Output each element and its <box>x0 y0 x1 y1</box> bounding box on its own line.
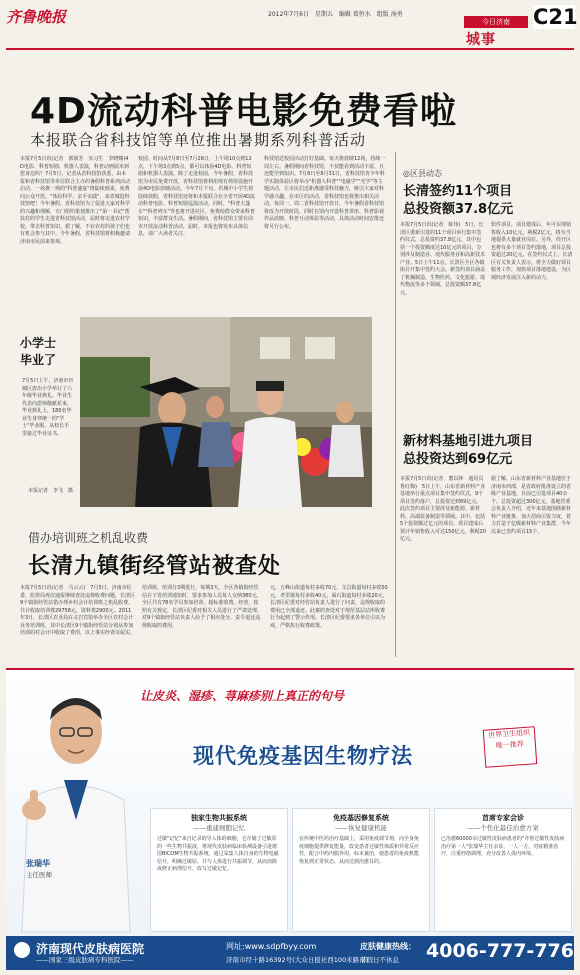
story2-kicker: 借办培训班之机乱收费 <box>28 531 149 545</box>
photo-caption: 7月5日上午，济南市历城区唐冶小学举行了六年级毕业典礼，毕业生代表向恩师敬献花束，毕业典礼上，180名毕业生身穿统一的"学士"毕业服，从校长手里接过毕业证书。 <box>22 378 74 437</box>
page-number: C21 <box>533 5 578 29</box>
hospital-logo-icon <box>14 942 30 958</box>
newspaper-logo: 齐鲁晚报 <box>6 8 67 26</box>
photo-title: 小学士 毕业了 <box>20 336 57 367</box>
masthead <box>0 0 580 52</box>
lead-body-col3: 科技馆送校园活动打好基础。每天将放映12场，持续一周左右。暑假期间省科技馆，不仅能看到活动丰富，且还能学到知识。7月8日至8月31日，省科技馆青少年科学实践体验区将举办"机器人科普""电磁学""光学"等主题活动，让市民们近距离感受科技魅力，吸引大家对科学感兴趣。在市区的活动，省科技馆也将推出相关活动。每周一、周二省科技馆开放日，今年暑假省科技馆将改为开放时段，同时在馆内开设科普讲座、科普影视作品放映、科普互动体验等活动，具体活动时间安排还将另行公布。 <box>264 156 386 230</box>
date-line: 2012年7月6日 星期五 编辑 葛恒水 组版 汤勇 <box>268 11 403 18</box>
ad-box-immune-repair <box>292 808 430 932</box>
lead-body-col2: 校园、时间从7月8日至7月26日，上午场10点到12点，下午场3点到5点，都可以体验4D电影、科普短剧和机器人表演。除了走进校园，今年暑假，省科技馆为市民免费开放，省科技馆将利用现有场馆设施开展4D电影放映活动。今年7月下旬，省城中小学生将陆续放假，省科技馆还将和本报联合在全省开展4D流动科普电影、科普短剧巡演活动，同时，"科普大篷车""科普列车"等也将开进社区，免费给群众带来科普知识，丰富群众生活。暑假期间，省科技馆主要在周末开放流动科普活动，届时，本报也将发布具体信息，请广大读者关注。 <box>138 156 256 237</box>
hotline-phone: 4006-777-776 <box>426 940 574 962</box>
hotline-days: 节假日不休息 <box>360 956 399 964</box>
ad-box2-sub: ——恢复健康机能 <box>335 824 387 832</box>
ad-box3-title: 首席专家会诊 <box>482 814 524 822</box>
photo-credit: 本报记者 李飞 摄 <box>28 488 74 494</box>
section-name: 城事 <box>466 32 496 48</box>
ad-box1-sub: ——重建细胞记忆 <box>193 824 245 832</box>
recommendation-stamp: 世界卫生组织 唯一推荐 <box>483 726 538 768</box>
story2-body-col1: 本报7月5日讯(记者 马云云) 7月5日，济南市纪委、监察局再次通报继续查处违规收费问题，长清区9个镇街经管站借办理乡村会计培训班之机乱收费，共计收取培训费29758元、资料费2900元。2011年3月，长清区农业局在灵岩宾馆举办全区农村会计业务培训班，其中长清区9个镇街经管站分别从参加培训的村会计中收取了费用，以上事实经查证属实。 <box>20 585 136 636</box>
district-headline-2: 新材料基地引进九项目 总投资达到69亿元 <box>403 434 534 467</box>
masthead-rule <box>6 48 574 50</box>
ad-box1-title: 独家生物共振系统 <box>191 814 247 822</box>
story2-headline: 长清九镇街经管站被查处 <box>28 554 282 579</box>
ad-box3-body: 已治愈60000余过敏性皮肤病患者的"齐鲁过敏性皮肤病治疗第一人"张瑞华主任亲诊，一人一方，对症精准治疗，注重经络调理，充分改善人体内环境。 <box>441 836 565 857</box>
lead-body-col1: 本报7月5日讯(记者 郭淑芳 实习生 李晓娜)4D电影、科普短剧、机器人表演，科普动画展未到您身边吗？7月5日，记者从省科技馆获悉，由本报和省科技馆等单位联合主办的暑假科普系列活动启动，一场推一场的"科普盛宴"将陆续到来，免费向公众开放。"体验科学、亲手实践"，来省城逛科技馆吧！今年暑假，省科技馆为了促进大家对科学的兴趣和理解，专门组织策划推出了"第一书记"帮扶村的学生走进省科技馆活动，届时将走进农村学校，带去科普知识。据了解，不在农村的孩子们也有机会参与其中。今年暑假，省科技馆将积极邀请济南市民前来参观。 <box>20 156 131 245</box>
district-headline-1: 长清签约11个项目 总投资额37.8亿元 <box>403 184 514 217</box>
ad-box-expert-consult <box>434 808 572 932</box>
doctor-title: 主任医师 <box>26 871 52 879</box>
graduation-photo-art <box>80 317 372 507</box>
hotline-label: 皮肤健康热线： <box>360 942 416 951</box>
doctor-name: 张瑞华 <box>26 859 50 868</box>
hospital-name: 济南现代皮肤病医院 <box>36 942 145 956</box>
hospital-address: 济南市经十路16392号(大众日报社西100米路南) <box>226 956 369 964</box>
story2-body-col2: 培训班，培训分3期进行，每期3天，全区各镇街经管站在下发培训通知时，要求参加人员每人交纳380元。全区共有78名学员参加培训，超标准收费。经查，按照有关规定，长清区纪委对相关人员进行了严肃处理，对9个镇街经管站负责人给予了相应处分，责令退还违规收取的费用。 <box>142 585 263 629</box>
section-label: 今日济南 <box>464 16 528 28</box>
district-body-2b: 据了解，山东省新材料产业基地位于济南市西部，是省政府批准设立的省级产业基地，目前已引进项目40余个，总投资超过300亿元。基地管委会负责人介绍，近年来基地围绕新材料产业链条，加大招商引资力度，着力打造千亿级新材料产业集群，今年以来已签约项目15个。 <box>491 476 572 535</box>
ad-title: 现代免疫基因生物疗法 <box>193 743 413 768</box>
ad-box3-sub: ——个性化最佳治愈方案 <box>467 824 539 832</box>
graduation-photo <box>80 317 372 507</box>
ad-box2-body: 在传统中医药治疗基础上，采用免疫调节剂，向全身免疫细胞提供修复能量，改变患者过敏性体质和异常反应性，配合中药内服外用，标本兼治，使患者的免疫机能恢复到正常状态，从而达到治愈目的。 <box>299 836 420 865</box>
doctor-portrait <box>14 680 136 932</box>
column-divider <box>395 152 396 657</box>
doctor-portrait-art <box>14 680 136 932</box>
lead-headline: 4D流动科普电影免费看啦 <box>30 91 457 132</box>
district-body-1a: 本报7月5日讯(记者 陈伟) 5日，长清区委新引进的11个项目举行集中签约仪式，总投资约37.8亿元，其中包括一个投资额度达10亿元的项目，分别涉及制造业、现代服务业和高新技术产业。5日上午11点，长清区全区各镇街召开集中签约大会，新签约项目涵盖了机械制造、生物医药、文化旅游、现代物流等多个领域，总投资额37.8亿元。 <box>400 222 486 296</box>
ad-box-bioresonance <box>150 808 288 932</box>
ad-box2-title: 免疫基因修复系统 <box>333 814 389 822</box>
hospital-grade: ——国家三级皮肤病专科医院—— <box>36 956 134 964</box>
ad-box1-body: 过敏"记忆"来自记录的导入体的细胞，它存储了过敏原的一些生物共振波，将现代皮肤病临床检测设备引进德国BICOM生物共振系统，通过采集人体自身的生物电磁信号，明确过敏原，并与人体进行共振调节，从而消除或修正病理信号，改写过敏记忆。 <box>157 836 279 872</box>
story2-body-col3: 元，五峰山街道每村多收70元，文昌街道每村多收50元，孝里镇每村多收40元，面石街道每村多收20元。长清区纪委对经管站负责人进行了问责，违规收取的费用已全部退还。此案的查处对于规范基层站所收费行为起到了警示作用，长清区纪委要求各单位引以为戒，严格执行收费政策。 <box>270 585 388 629</box>
district-body-2a: 本报7月5日讯(记者 董以林 通讯员 鲁红梅) 5日上午，山东省新材料产业基地举行重点项目集中签约仪式，9个项目签约落户，总投资达到69亿元。此次签约项目主要涉及新能源、新材料、高端装备制造等领域。其中，包括5个投资额过亿元的项目，项目建成后预计年销售收入可达150亿元，利税20亿元。 <box>400 476 489 542</box>
district-body-1b: 软件项目，项目建成后，年可实现销售收入10亿元，利税2亿元，将为当地提供大量就业岗位。另外，经开区也将有多个项目签约落地，项目总投资超过20亿元。在签约仪式上，长清区有关负责人表示，将全力做好项目服务工作，加快项目落地建设，为区域经济发展注入新的动力。 <box>491 222 573 281</box>
district-tag: ◎区县动态 <box>403 169 442 178</box>
lead-subhead: 本报联合省科技馆等单位推出暑期系列科普活动 <box>30 131 367 149</box>
hospital-url: 网址:www.sdpfbyy.com <box>226 942 317 951</box>
ad-slogan: 让皮炎、湿疹、荨麻疹别上真正的句号 <box>140 689 345 703</box>
